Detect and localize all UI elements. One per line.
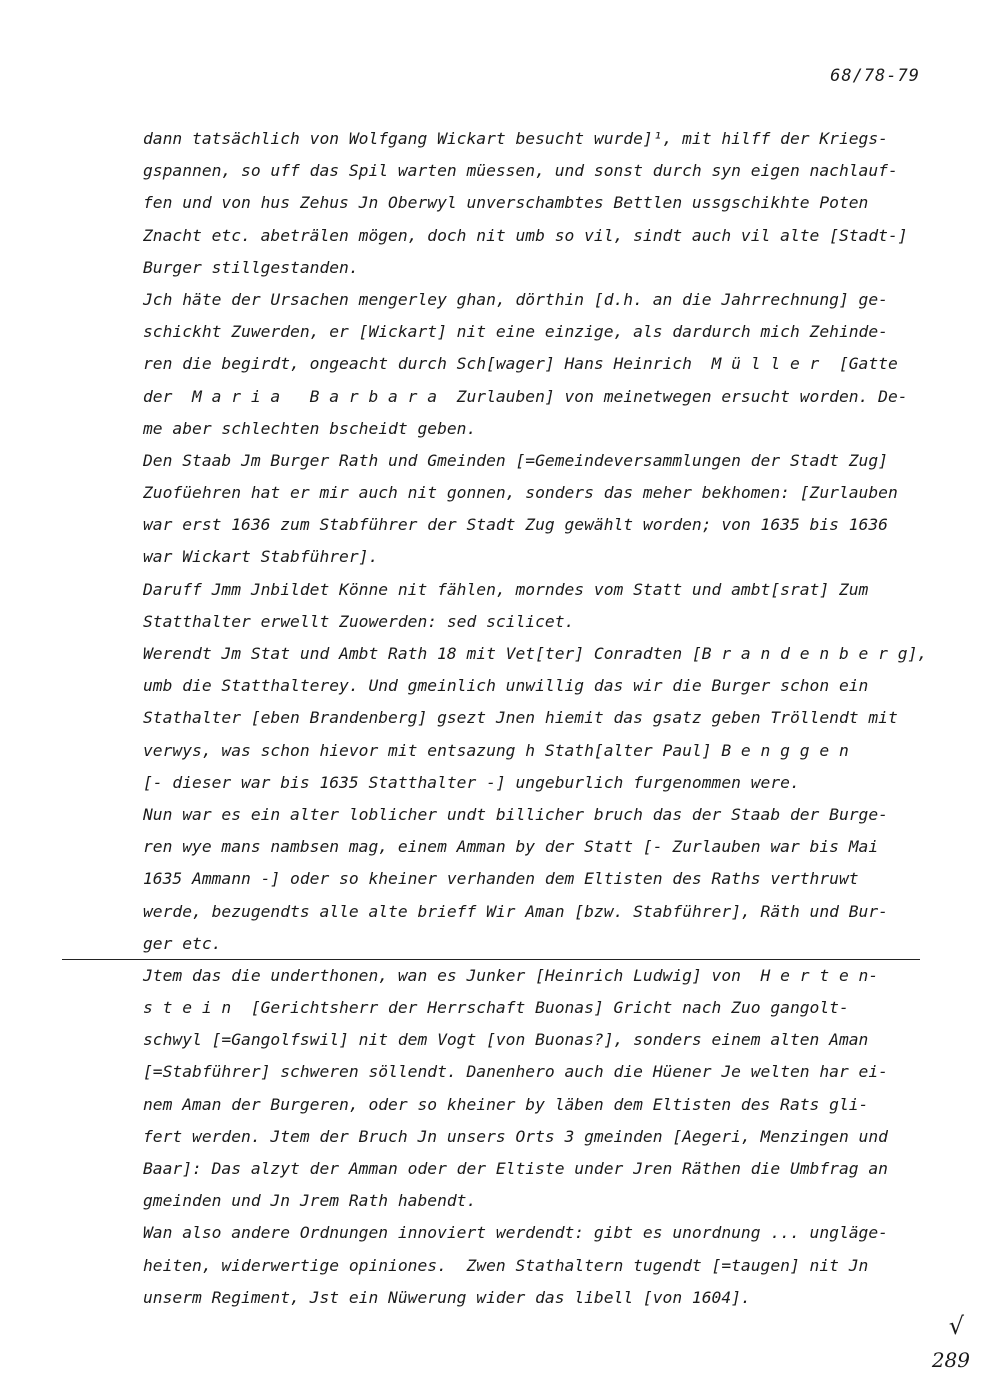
handwritten-check-mark: √ [948, 1312, 964, 1340]
text-line: Wan also andere Ordnungen innoviert werdendt: gibt es unordnung ... ungläge- [143, 1223, 888, 1243]
text-line: Statthalter erwellt Zuowerden: sed scilicet. [143, 611, 575, 631]
text-line: 1635 Ammann -] oder so kheiner verhanden dem Eltisten des Raths verthruwt [143, 869, 859, 889]
text-line: war erst 1636 zum Stabführer der Stadt Zug gewählt worden; von 1635 bis 1636 [143, 515, 888, 535]
text-line: Burger stillgestanden. [143, 257, 359, 277]
text-line: dann tatsächlich von Wolfgang Wickart besucht wurde]¹, mit hilff der Kriegs- [143, 129, 888, 148]
text-line: fen und von hus Zehus Jn Oberwyl unverschambtes Bettlen ussgschikhte Poten [143, 193, 869, 213]
text-line: schwyl [=Gangolfswil] nit dem Vogt [von Buonas?], sonders einem alten Aman [143, 1030, 869, 1050]
text-line: ren wye mans nambsen mag, einem Amman by der Statt [- Zurlauben war bis Mai [143, 837, 879, 857]
text-line: ger etc. [143, 933, 222, 953]
text-line: Znacht etc. abeträlen mögen, doch nit umb so vil, sindt auch vil alte [Stadt-] [143, 225, 908, 245]
text-line: umb die Statthalterey. Und gmeinlich unwillig das wir die Burger schon ein [143, 676, 869, 696]
text-line: Den Staab Jm Burger Rath und Gmeinden [=Gemeindeversammlungen der Stadt Zug] [143, 450, 888, 470]
text-line: unserm Regiment, Jst ein Nüwerung wider das libell [von 1604]. [143, 1287, 751, 1307]
text-line: s t e i n [Gerichtsherr der Herrschaft Buonas] Gricht nach Zuo gangolt- [143, 998, 849, 1018]
handwritten-annotations [910, 1312, 970, 1372]
text-line: Nun war es ein alter loblicher undt billicher bruch das der Staab der Burge- [143, 804, 888, 824]
text-line: gspannen, so uff das Spil warten müessen, und sonst durch syn eigen nachlauf- [143, 161, 898, 181]
handwritten-folio-number: 289 [931, 1348, 970, 1372]
text-line: verwys, was schon hievor mit entsazung h Stath[alter Paul] B e n g g e n [143, 740, 849, 760]
text-line: ren die begirdt, ongeacht durch Sch[wager] Hans Heinrich M ü l l e r [Gatte [143, 354, 898, 374]
text-line: Zuofüehren hat er mir auch nit gonnen, sonders das meher bekhomen: [Zurlauben [143, 483, 898, 503]
text-line: war Wickart Stabführer]. [143, 547, 379, 567]
text-line: Werendt Jm Stat und Ambt Rath 18 mit Vet[ter] Conradten [B r a n d e n b e r g], [143, 644, 928, 663]
text-line: Jch häte der Ursachen mengerley ghan, dörthin [d.h. an die Jahrrechnung] ge- [143, 289, 888, 309]
text-line: heiten, widerwertige opiniones. Zwen Stathaltern tugendt [=taugen] nit Jn [143, 1255, 869, 1275]
text-line: me aber schlechten bscheidt geben. [143, 418, 477, 438]
text-line: Jtem das die underthonen, wan es Junker [Heinrich Ludwig] von H e r t e n- [143, 965, 879, 985]
text-line: Baar]: Das alzyt der Amman oder der Eltiste under Jren Räthen die Umbfrag an [143, 1159, 888, 1178]
document-reference-number: 68/78-79 [830, 66, 920, 86]
text-line: [- dieser war bis 1635 Statthalter -] ungeburlich furgenommen were. [143, 772, 800, 792]
text-line: fert werden. Jtem der Bruch Jn unsers Orts 3 gmeinden [Aegeri, Menzingen und [143, 1126, 888, 1146]
text-line: werde, bezugendts alle alte brieff Wir Aman [bzw. Stabführer], Räth und Bur- [143, 901, 888, 921]
text-line: nem Aman der Burgeren, oder so kheiner by läben dem Eltisten des Rats gli- [143, 1094, 869, 1114]
text-line: der M a r i a B a r b a r a Zurlauben] von meinetwegen ersucht worden. De- [143, 386, 908, 406]
text-line: schickht Zuwerden, er [Wickart] nit eine einzige, als dardurch mich Zehinde- [143, 322, 888, 342]
page-join-divider [62, 959, 920, 960]
text-line: gmeinden und Jn Jrem Rath habendt. [143, 1191, 477, 1211]
text-line: Daruff Jmm Jnbildet Könne nit fählen, morndes vom Statt und ambt[srat] Zum [143, 579, 869, 599]
document-body [143, 123, 943, 1314]
text-line: [=Stabführer] schweren söllendt. Danenhero auch die Hüener Je welten har ei- [143, 1062, 888, 1082]
text-line: Stathalter [eben Brandenberg] gsezt Jnen hiemit das gsatz geben Tröllendt mit [143, 708, 898, 728]
